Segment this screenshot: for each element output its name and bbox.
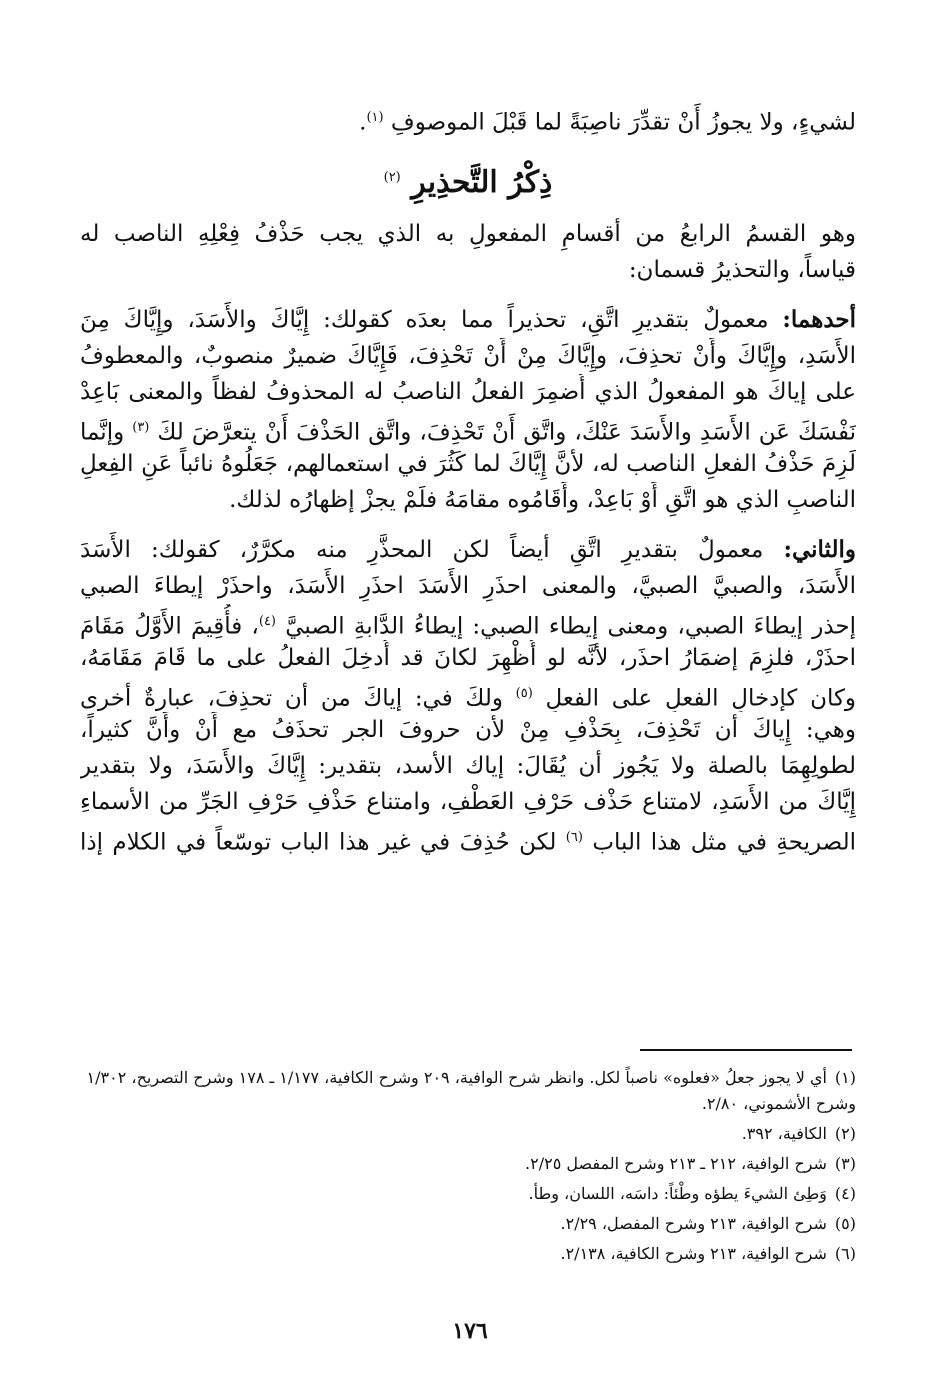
- footnote: [80, 1121, 856, 1147]
- footnote: [80, 1241, 856, 1267]
- text-line: [80, 532, 856, 568]
- footnote: [80, 1065, 856, 1117]
- text-line: [80, 410, 856, 446]
- text-line: الأَسَدَ، والصبيَّ الصبيَّ، والمعنى احذَرِ الأَسَدَ احذَرِ الأَسَدَ، واحذَرْ إيطاءَ الصبي: [80, 573, 856, 599]
- footnote: [80, 1151, 856, 1177]
- opening-line-end: .: [359, 109, 367, 136]
- footnote-divider: [640, 1049, 852, 1051]
- text-line: على إياكَ هو المفعولُ الذي أُضمِرَ الفعلُ الناصبُ له المحذوفُ لفظاً والمعنى بَاعِدْ: [80, 379, 856, 405]
- footnote-ref[interactable]: (١): [366, 110, 384, 125]
- footnote-text: شرح الوافية، ٢١٢ ـ ٢١٣ وشرح المفصل ٢/٢٥.: [525, 1154, 827, 1173]
- text-line-tail: ولكَ في: إياكَ من أن تحذِفَ، عبارةٌ أخرى: [80, 685, 503, 712]
- text-line-content: وكان كإدخالِ الفعلِ على الفعلِ: [545, 685, 856, 712]
- text-line-content: إحذر إيطاءَ الصبي، ومعنى إيطاء الصبي: إيطاءُ الدَّابةِ الصبيَّ: [285, 613, 856, 640]
- footnotes: [80, 1065, 856, 1271]
- footnote-number: (٥): [834, 1214, 856, 1233]
- text-line-tail: وإِنَّما: [80, 419, 125, 446]
- footnote-text: الكافية، ٣٩٢.: [741, 1124, 827, 1143]
- text-line: الناصبِ الذي هو اتَّقِ أَوْ بَاعِدْ، وأَقَامُوه مقامَهُ فلَمْ يجزْ إظهارُه لذلك.: [229, 487, 856, 513]
- paragraph-second-kind: [80, 532, 856, 856]
- footnote-number: (٣): [834, 1154, 856, 1173]
- footnote-ref[interactable]: (٣): [132, 420, 150, 435]
- main-text: [80, 100, 856, 870]
- text-line: لَزِمَ حَذْفُ الفعلِ الناصب له، لأنَّ إِيَّاكَ لما كَثُرَ في استعمالهم، جَعَلُوهُ نائباً عَنِ الفِعلِ: [80, 451, 856, 477]
- text-line-tail: ، فأُقِيمَ الأَوَّلُ مَقَامَ: [80, 613, 259, 640]
- text-line: [80, 302, 856, 338]
- paragraph-intro: [80, 216, 856, 288]
- footnote-number: (٤): [834, 1184, 856, 1203]
- text-line: قياساً، والتحذيرُ قسمان:: [628, 257, 856, 283]
- section-heading-text: ذِكْرُ التَّحذِيرِ: [411, 165, 553, 200]
- paragraph-lead: أحدهما:: [782, 306, 856, 333]
- footnote-ref[interactable]: (٥): [515, 686, 533, 701]
- text-line: وهو القسمُ الرابعُ من أقسامِ المفعولِ به الذي يجب حَذْفُ فِعْلِهِ الناصب له: [80, 221, 856, 247]
- footnote-ref[interactable]: (٢): [383, 170, 401, 185]
- paragraph-first-kind: [80, 302, 856, 518]
- text-line: احذَرْ، فلزِمَ إضمَارُ احذَر، لأنَّه لو أُظْهِرَ لكانَ قد أُدخِلَ الفعلُ على ما قَامَ مَقَامَهُ،: [80, 645, 856, 671]
- text-line: لطولِهِمَا بالصلة ولا يَجُوز أن يُقَالَ: إياك الأسد، بتقدير: إِيَّاكَ والأَسَدَ، ولا بتقدير: [80, 753, 856, 779]
- footnote: [80, 1211, 856, 1237]
- text-line: [80, 820, 856, 856]
- text-line-content: الصريحةِ في مثل هذا الباب: [592, 829, 856, 856]
- footnote-number: (١): [834, 1068, 856, 1087]
- text-line: [80, 604, 856, 640]
- footnote-text: أي لا يجوز جعلُ «فعلوه» ناصباً لكل. وانظر شرح الوافية، ٢٠٩ وشرح الكافية، ١/١٧٧ ـ ١٧٨ وشرح التصريح، ١/٣٠٢ وشرح الأشموني، ٢/٨٠.: [86, 1068, 856, 1113]
- text-line-tail: لكن حُذِفَ في غير هذا الباب توسّعاً في الكلام إذا: [80, 829, 557, 856]
- footnote: [80, 1181, 856, 1207]
- text-line-content: معمولٌ بتقديرِ اتَّقِ، تحذيراً مما بعدَه كقولك: إِيَّاكَ والأَسَدَ، وإِيَّاكَ مِنَ: [80, 307, 769, 333]
- text-line: [80, 676, 856, 712]
- footnote-ref[interactable]: (٤): [258, 614, 276, 629]
- page-number: ١٧٦: [452, 1318, 488, 1344]
- text-line: إِيَّاكَ من الأَسَدِ، لامتناع حَذْف حَرْفِ العَطْفِ، وامتناع حَذْفِ حَرْفِ الجَرِّ من الأسماءِ: [80, 789, 856, 815]
- opening-line-text: لشيءٍ، ولا يجوزُ أَنْ تقدِّرَ ناصِبَةً لما قَبْلَ الموصوفِ: [390, 109, 856, 136]
- footnote-number: (٢): [834, 1124, 856, 1143]
- paragraph-lead: والثاني:: [783, 536, 856, 563]
- footnote-text: شرح الوافية، ٢١٣ وشرح المفصل، ٢/٢٩.: [560, 1214, 827, 1233]
- text-line: وهي: إِياكَ أن تَحْذِفَ، بِحَذْفِ مِنْ لأن حروفَ الجر تحذَفُ مع أَنْ وأَنَّ كثيراً،: [80, 717, 856, 743]
- footnote-number: (٦): [834, 1244, 856, 1263]
- opening-line: [80, 100, 856, 136]
- text-line-content: معمولٌ بتقديرِ اتَّقِ أيضاً لكن المحذَّرِ منه مكرَّرٌ، كقولك: الأَسَدَ: [80, 537, 764, 563]
- text-line: الأَسَدِ، وإِيَّاكَ وأَنْ تحذِفَ، وإِيَّاكَ مِنْ أَنْ تَحْذِفَ، فَإِيَّاكَ ضميرٌ منصوبٌ، والمعطوفُ: [80, 343, 856, 369]
- footnote-text: وَطِئ الشيءَ يطؤه وطْئاً: داسَه، اللسان، وطأ.: [528, 1184, 827, 1203]
- text-line-content: نَفْسَكَ عَنِ الأَسَدِ والأَسَدَ عَنْكَ، واتَّقِ أَنْ تَحْذِفَ، واتَّقِ الحَذْفَ أَنْ يتعرَّضَ لكَ: [157, 419, 856, 446]
- footnote-text: شرح الوافية، ٢١٣ وشرح الكافية، ٢/١٣٨.: [560, 1244, 827, 1263]
- section-heading: [80, 158, 856, 202]
- footnote-ref[interactable]: (٦): [565, 830, 583, 845]
